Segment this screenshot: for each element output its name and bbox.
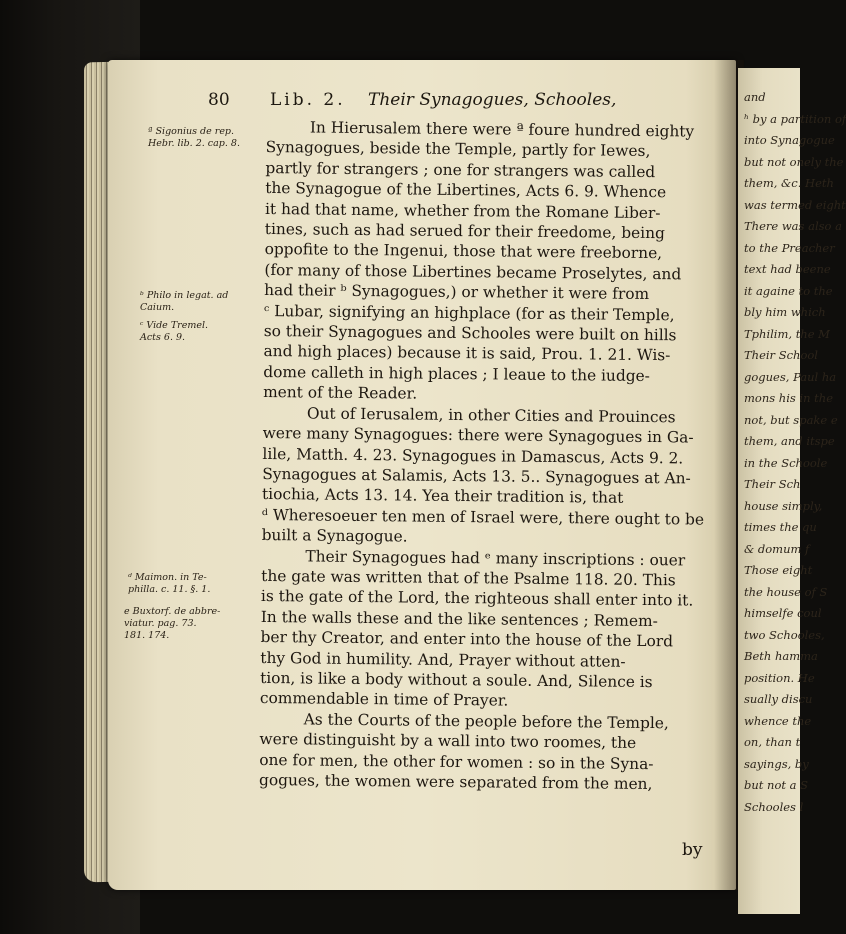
facing-page-line: mons his in the	[744, 391, 834, 405]
page-number: 80	[208, 90, 230, 110]
facing-page-line: Those eight	[744, 563, 813, 577]
text-line: tiochia, Acts 13. 14. Yea their tradition is, that	[261, 485, 624, 508]
text-line: built a Synagogue.	[261, 526, 408, 546]
margin-note-b	[140, 290, 228, 314]
text-line: dome calleth in high places ; I leaue to the iudge-	[263, 362, 650, 385]
facing-page-line: the house of S	[744, 584, 828, 599]
facing-page-line: it againe to the	[744, 283, 833, 298]
facing-page-line: was termed eight	[744, 197, 846, 212]
text-line: the Synagogue of the Libertines, Acts 6. 9. Whence	[265, 179, 667, 202]
catchword: by	[682, 840, 703, 860]
facing-page-line: sually discu	[744, 692, 813, 706]
facing-page-line: them, and itspe	[744, 434, 835, 448]
facing-page-line: Their Sch	[744, 477, 801, 491]
facing-page-line: sayings, by	[744, 756, 809, 771]
text-line: ment of the Reader.	[263, 383, 418, 403]
facing-page-line: position. He	[744, 670, 815, 685]
facing-page-line: ʰ by a partition of	[744, 111, 846, 126]
text-line: ᵈ Wheresoeuer ten men of Israel were, there ought to be	[261, 505, 705, 529]
margin-note-line: Acts 6. 9.	[140, 332, 186, 343]
text-line: gogues, the women were separated from the men,	[258, 770, 653, 794]
running-title: Their Synagogues, Schooles,	[368, 90, 617, 110]
facing-page-line: himselfe coul	[744, 606, 822, 620]
margin-note-line: ᶜ Vide Tremel.	[140, 320, 209, 331]
facing-page-line: in the Schoole	[744, 455, 828, 470]
facing-page-line: but not onely the	[744, 154, 844, 169]
facing-page-fragment	[738, 68, 846, 914]
margin-note-line: 181. 174.	[124, 630, 170, 641]
facing-page-line: text had beene	[744, 262, 831, 276]
facing-page-line: and	[744, 90, 766, 104]
margin-note-line: philla. c. 11. §. 1.	[128, 584, 211, 595]
facing-page-line: There was also a	[744, 219, 842, 233]
facing-page-line: but not a S	[744, 778, 809, 792]
text-line: Synagogues, beside the Temple, partly for Iewes,	[265, 138, 651, 161]
facing-page-line: Beth hamma	[744, 649, 818, 663]
text-line: ber thy Creator, and enter into the house of the Lord	[260, 628, 674, 651]
facing-page-line: not, but spake e	[744, 412, 838, 427]
facing-page-line: whence the	[744, 713, 812, 728]
margin-note-e	[124, 606, 220, 642]
book-number: Lib. 2.	[270, 90, 346, 110]
text-line: Synagogues at Salamis, Acts 13. 5.. Synagogues at An-	[262, 464, 691, 488]
facing-page-line: two Schooles,	[744, 627, 825, 642]
text-line: thy God in humility. And, Prayer without atten-	[260, 648, 626, 671]
margin-note-line: viatur. pag. 73.	[124, 618, 197, 629]
text-line: and high places) because it is said, Prou. 1. 21. Wis-	[263, 342, 671, 365]
text-line: In the walls these and the like sentences ; Remem-	[260, 607, 658, 630]
text-line: oppofite to the Ingenui, those that were freeborne,	[264, 240, 663, 263]
text-line: tines, such as had serued for their freedome, being	[264, 220, 665, 243]
margin-note-c	[140, 320, 208, 344]
text-line: had their ᵇ Synagogues,) or whether it were from	[264, 281, 650, 304]
text-line: were many Synagogues: there were Synagogues in Ga-	[262, 424, 694, 447]
margin-note-line: Hebr. lib. 2. cap. 8.	[148, 138, 240, 149]
facing-page-line: Tphilim, the M	[744, 326, 830, 341]
margin-note-line: ᵈ Maimon. in Te-	[128, 572, 207, 583]
main-text-block	[259, 117, 712, 795]
text-line: lile, Matth. 4. 23. Synagogues in Damascus, Acts 9. 2.	[262, 444, 684, 467]
facing-page-line: to the Preacher	[744, 240, 835, 255]
facing-page-line: gogues, Paul ha	[744, 369, 837, 384]
text-line: tion, is like a body without a soule. And, Silence is	[260, 668, 653, 692]
text-line: partly for strangers ; one for strangers was called	[265, 158, 656, 181]
facing-page-line: times the qu	[744, 520, 817, 534]
margin-note-d	[128, 572, 210, 596]
margin-note-line: ᵇ Philo in legat. ad	[140, 290, 229, 301]
text-line: the gate was written that of the Psalme 118. 20. This	[261, 566, 676, 590]
text-line: so their Synagogues and Schooles were built on hills	[263, 322, 677, 345]
facing-page-line: them, &c. Heth	[744, 176, 834, 190]
text-line: were distinguisht by a wall into two roomes, the	[259, 730, 637, 753]
facing-page-line: Their School	[744, 348, 818, 362]
facing-page-line: on, than t	[744, 735, 801, 749]
text-line: it had that name, whether from the Romane Liber-	[264, 199, 661, 222]
margin-note-line: e Buxtorf. de abbre-	[124, 606, 221, 617]
text-line: Out of Ierusalem, in other Cities and Prouinces	[306, 404, 676, 426]
text-line: is the gate of the Lord, the righteous shall enter into it.	[260, 587, 694, 610]
text-line: Their Synagogues had ᵉ many inscriptions : ouer	[305, 546, 686, 569]
margin-note-line: ª Sigonius de rep.	[148, 126, 235, 137]
margin-note-line: Caium.	[140, 302, 175, 313]
facing-page-line: bly him which	[744, 305, 826, 319]
facing-page-line: & domum f	[744, 541, 810, 556]
text-line: one for men, the other for women : so in the Syna-	[259, 750, 654, 773]
text-line: As the Courts of the people before the Temple,	[303, 710, 669, 733]
facing-page-line: into Synagogue	[744, 133, 835, 147]
facing-page-line: Schooles l	[744, 799, 804, 814]
text-line: commendable in time of Prayer.	[259, 689, 509, 710]
facing-page-line: house simply,	[744, 498, 823, 513]
text-line: In Hierusalem there were ª foure hundred eighty	[309, 118, 695, 141]
text-line: ᶜ Lubar, signifying an highplace (for as their Temple,	[263, 301, 675, 324]
text-line: (for many of those Libertines became Proselytes, and	[264, 260, 682, 284]
margin-note-a	[148, 126, 240, 150]
